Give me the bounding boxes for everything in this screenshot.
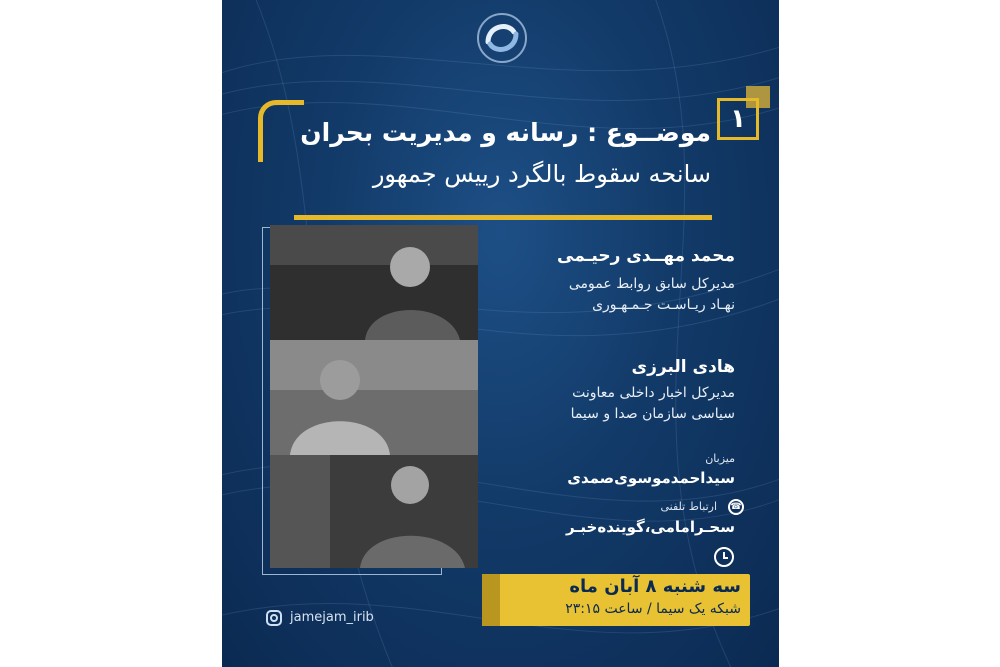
guest-2-name: هادی البرزی <box>631 357 735 377</box>
guest-2-role-line2: سیاسی سازمان صدا و سیما <box>570 406 735 422</box>
episode-number: ۱ <box>717 98 759 140</box>
guest-1-name: محمد مهــدی رحیـمی <box>557 246 735 266</box>
title-underline <box>294 215 712 220</box>
phone-icon: ☎ <box>728 499 744 515</box>
guest-2-role-line1: مدیرکل اخبار داخلی معاونت <box>572 385 735 401</box>
phone-name: سحـرامامی،گوینده‌خبـر <box>565 518 735 536</box>
instagram-icon <box>266 610 282 626</box>
guest-1-role-line1: مدیرکل سابق روابط عمومی <box>568 276 735 292</box>
phone-label: ارتباط تلفنی <box>660 500 717 513</box>
schedule-channel-time: شبکه یک سیما / ساعت ۲۳:۱۵ <box>565 601 741 617</box>
topic-title: موضــوع : رسانه و مدیریت بحران <box>300 118 711 147</box>
clock-icon <box>714 547 734 567</box>
guest-1-role-line2: نهـاد ریـاسـت جـمـهـوری <box>592 297 735 313</box>
topic-subtitle: سانحه سقوط بالگرد رییس جمهور <box>372 160 711 188</box>
schedule-day: سه شنبه ۸ آبان ماه <box>569 576 741 597</box>
host-label: میزبان <box>705 452 735 465</box>
logo-icon <box>472 8 532 68</box>
host-name: سیداحمدموسوی‌صمدی <box>567 469 735 487</box>
social-handle[interactable]: jamejam_irib <box>290 610 374 625</box>
poster <box>222 0 779 667</box>
